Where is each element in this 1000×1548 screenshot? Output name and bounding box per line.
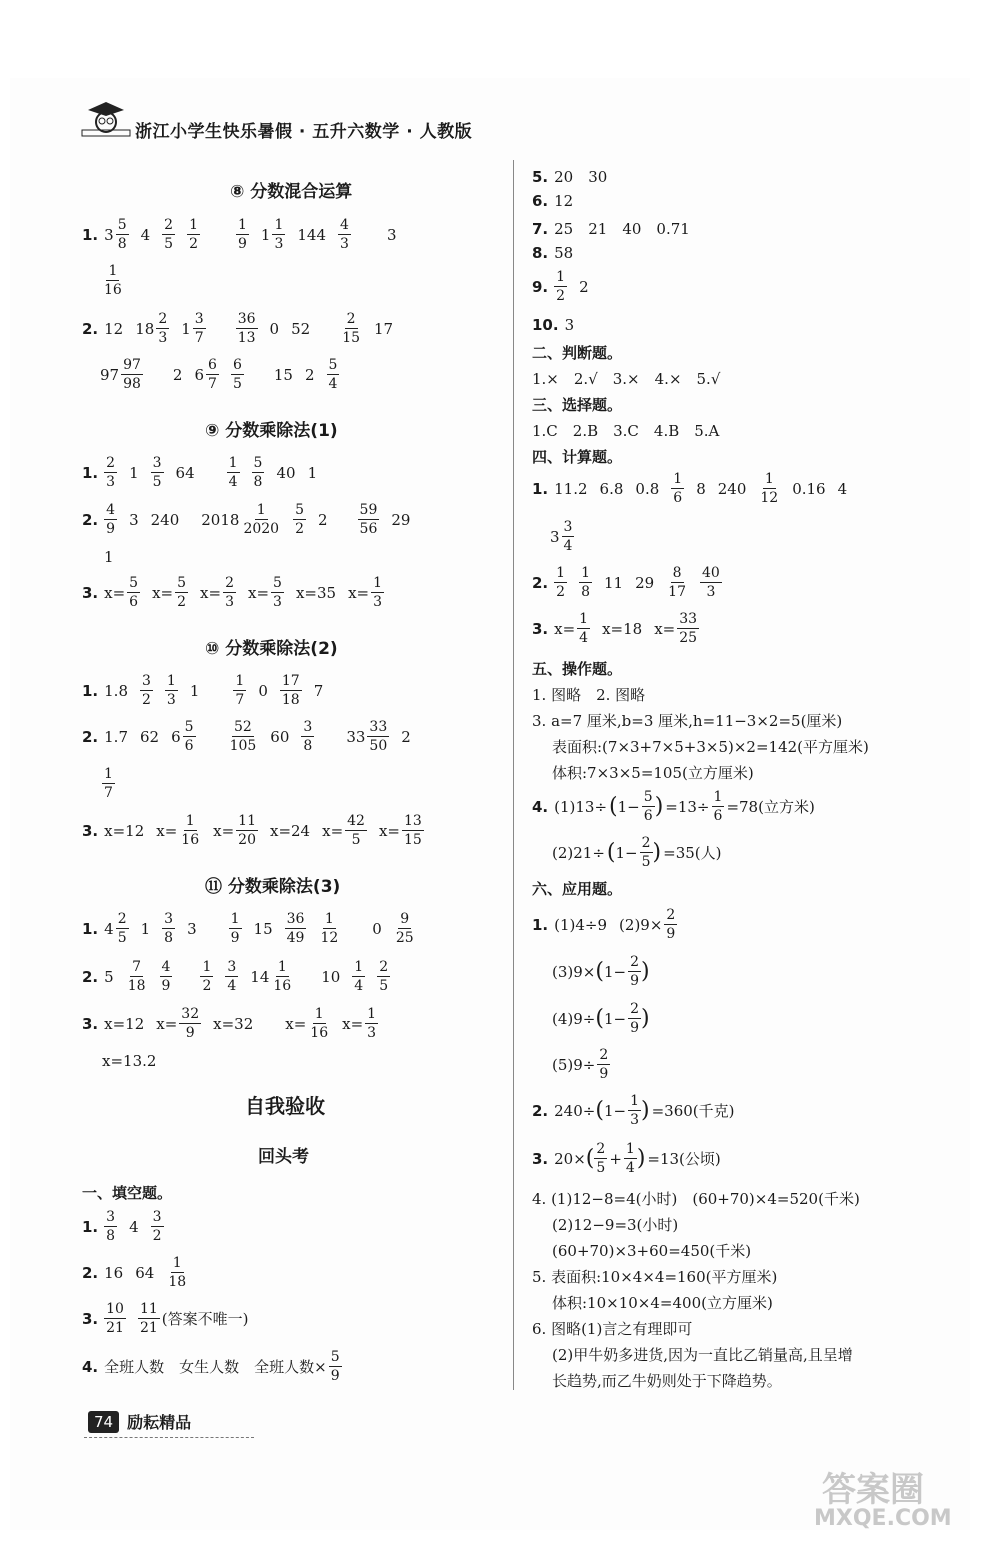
choice-answers: 1.C 2.B 3.C 4.B 5.A <box>532 422 720 440</box>
footer-brand: 励耘精品 <box>127 1413 192 1432</box>
s11-q3-cont: x=13.2 <box>102 1052 157 1070</box>
app-q3: 3. 20× ( $\frac{2}{5}$ + $\frac{1}{4}$ ) =13(公顷) <box>532 1141 721 1176</box>
header-title: 浙江小学生快乐暑假 · 五升六数学 · 人教版 <box>135 122 473 142</box>
s8-q2: 2. 12 18 $\frac{2}{3}$ 1 $\frac{3}{7}$ $\frac{36}{13}$ 0 52 $\frac{2}{15}$ 17 <box>82 311 394 346</box>
s9-q1: 1. $\frac{2}{3}$ 1 $\frac{3}{5}$ 64 $\frac{1}{4}$ $\frac{5}{8}$ 40 1 <box>82 455 318 490</box>
review-title: 自我验收 <box>245 1094 325 1118</box>
app-q1-3: (3)9× ( 1− $\frac{2}{9}$ ) <box>552 954 650 989</box>
s10-q2: 2. 1.7 62 6 $\frac{5}{6}$ $\frac{52}{105}$ 60 $\frac{3}{8}$ 33 $\frac{33}{50}$ 2 <box>82 719 411 754</box>
s10-q1: 1. 1.8 $\frac{3}{2}$ $\frac{1}{3}$ 1 $\frac{1}{7}$ 0 $\frac{17}{18}$ 7 <box>82 673 324 708</box>
r-q8: 8. 58 <box>532 244 574 262</box>
student-mascot-icon <box>78 98 134 138</box>
calc-heading: 四、计算题。 <box>532 448 623 466</box>
watermark-site: MXQE.COM <box>814 1506 952 1531</box>
section-10-title: ⑩ 分数乘除法(2) <box>205 639 338 659</box>
app-q2: 2. 240÷ ( 1− $\frac{1}{3}$ ) =360(千克) <box>532 1093 735 1128</box>
app-heading: 六、应用题。 <box>532 880 623 898</box>
fill-heading: 一、填空题。 <box>82 1184 173 1202</box>
r-q10: 10. 3 <box>532 316 575 334</box>
review-q3: 3. $\frac{10}{21}$ $\frac{11}{21}$ (答案不唯一) <box>82 1301 249 1336</box>
s11-q1: 1. 4 $\frac{2}{5}$ 1 $\frac{3}{8}$ 3 $\frac{1}{9}$ 15 $\frac{36}{49}$ $\frac{1}{12}$ 0 $\frac{9}{25}$ <box>82 911 414 946</box>
op-q1: 1. 图略 2. 图略 <box>532 686 646 704</box>
r-q9: 9. $\frac{1}{2}$ 2 <box>532 269 589 304</box>
s8-q1: 1. 3 $\frac{5}{8}$ 4 $\frac{2}{5}$ $\frac{1}{2}$ $\frac{1}{9}$ 1 $\frac{1}{3}$ 144 $\frac{4}{3}$ 3 <box>82 217 397 252</box>
app-q5b: 体积:10×10×4=400(立方厘米) <box>552 1294 773 1312</box>
op-q4a: 4. (1)13÷ ( 1− $\frac{5}{6}$ ) =13÷ $\frac{1}{6}$ =78(立方米) <box>532 789 815 824</box>
review-subtitle: 回头考 <box>258 1147 309 1167</box>
calc-q2: 2. $\frac{1}{2}$ $\frac{1}{8}$ 11 29 $\frac{8}{17}$ $\frac{40}{3}$ <box>532 565 720 600</box>
app-q1-5: (5)9÷ $\frac{2}{9}$ <box>552 1047 609 1082</box>
op-heading: 五、操作题。 <box>532 660 623 678</box>
s11-q2: 2. 5 $\frac{7}{18}$ $\frac{4}{9}$ $\frac{1}{2}$ $\frac{3}{4}$ 14 $\frac{1}{16}$ 10 $\frac{1}{4}$ $\frac{2}{5}$ <box>82 959 389 994</box>
app-q1-4: (4)9÷ ( 1− $\frac{2}{9}$ ) <box>552 1001 650 1036</box>
judge-answers: 1.× 2.√ 3.× 4.× 5.√ <box>532 370 721 388</box>
judge-heading: 二、判断题。 <box>532 344 623 362</box>
footer-rule <box>84 1437 254 1438</box>
app-q4b: (2)12−9=3(小时) <box>552 1216 679 1234</box>
op-q3c: 体积:7×3×5=105(立方厘米) <box>552 764 754 782</box>
s9-q2-cont: 1 <box>104 548 114 566</box>
s8-q1-cont: $\frac{1}{16}$ <box>104 263 122 298</box>
s11-q3: 3. x=12 x= $\frac{32}{9}$ x=32 x= $\frac{1}{16}$ x= $\frac{1}{3}$ <box>82 1006 377 1041</box>
choice-heading: 三、选择题。 <box>532 396 623 414</box>
app-q6a: 6. 图略(1)言之有理即可 <box>532 1320 693 1338</box>
app-q6b: (2)甲牛奶多进货,因为一直比乙销量高,且呈增 <box>552 1346 853 1364</box>
s8-q2-cont: 97 $\frac{97}{98}$ 2 6 $\frac{6}{7}$ $\frac{6}{5}$ 15 2 $\frac{5}{4}$ <box>100 357 338 392</box>
r-q7: 7. 25 21 40 0.71 <box>532 219 690 238</box>
s10-q3: 3. x=12 x= $\frac{1}{16}$ x= $\frac{11}{20}$ x=24 x= $\frac{42}{5}$ x= $\frac{13}{15}$ <box>82 813 422 848</box>
op-q3a: 3. a=7 厘米,b=3 厘米,h=11−3×2=5(厘米) <box>532 712 843 730</box>
section-11-title: ⑪ 分数乘除法(3) <box>205 877 341 897</box>
s9-q2: 2. $\frac{4}{9}$ 3 240 2018 $\frac{1}{2020}$ $\frac{5}{2}$ 2 $\frac{59}{56}$ 29 <box>82 502 411 537</box>
s10-q2-cont: $\frac{1}{7}$ <box>104 766 113 801</box>
app-q4a: 4. (1)12−8=4(小时) (60+70)×4=520(千米) <box>532 1190 860 1208</box>
app-q5a: 5. 表面积:10×4×4=160(平方厘米) <box>532 1268 778 1286</box>
section-8-title: ⑧ 分数混合运算 <box>230 182 353 202</box>
section-9-title: ⑨ 分数乘除法(1) <box>205 421 338 441</box>
calc-q1-cont: 3 $\frac{3}{4}$ <box>550 519 573 554</box>
app-q1-1: 1. (1)4÷9 (2)9× $\frac{2}{9}$ <box>532 907 676 942</box>
watermark-logo: 答案圈 <box>822 1470 924 1510</box>
calc-q1: 1. 11.2 6.8 0.8 $\frac{1}{6}$ 8 240 $\frac{1}{12}$ 0.16 4 <box>532 471 848 506</box>
calc-q3: 3. x= $\frac{1}{4}$ x=18 x= $\frac{33}{25}$ <box>532 611 698 646</box>
review-q2: 2. 16 64 $\frac{1}{18}$ <box>82 1255 187 1290</box>
review-q4: 4. 全班人数 女生人数 全班人数× $\frac{5}{9}$ <box>82 1349 340 1384</box>
app-q4c: (60+70)×3+60=450(千米) <box>552 1242 752 1260</box>
column-divider <box>513 160 514 1390</box>
op-q3b: 表面积:(7×3+7×5+3×5)×2=142(平方厘米) <box>552 738 869 756</box>
r-q5: 5. 20 30 <box>532 167 608 186</box>
op-q4b: (2)21÷ ( 1− $\frac{2}{5}$ ) =35(人) <box>552 835 722 870</box>
app-q6c: 长趋势,而乙牛奶则处于下降趋势。 <box>552 1372 782 1390</box>
page-number: 74 <box>88 1411 119 1433</box>
page-footer <box>88 1410 191 1433</box>
s9-q3: 3. x= $\frac{5}{6}$ x= $\frac{5}{2}$ x= $\frac{2}{3}$ x= $\frac{5}{3}$ x=35 x= $\frac{1}{3}$ <box>82 575 383 610</box>
r-q6: 6. 12 <box>532 192 574 210</box>
review-q1: 1. $\frac{3}{8}$ 4 $\frac{3}{2}$ <box>82 1209 162 1244</box>
